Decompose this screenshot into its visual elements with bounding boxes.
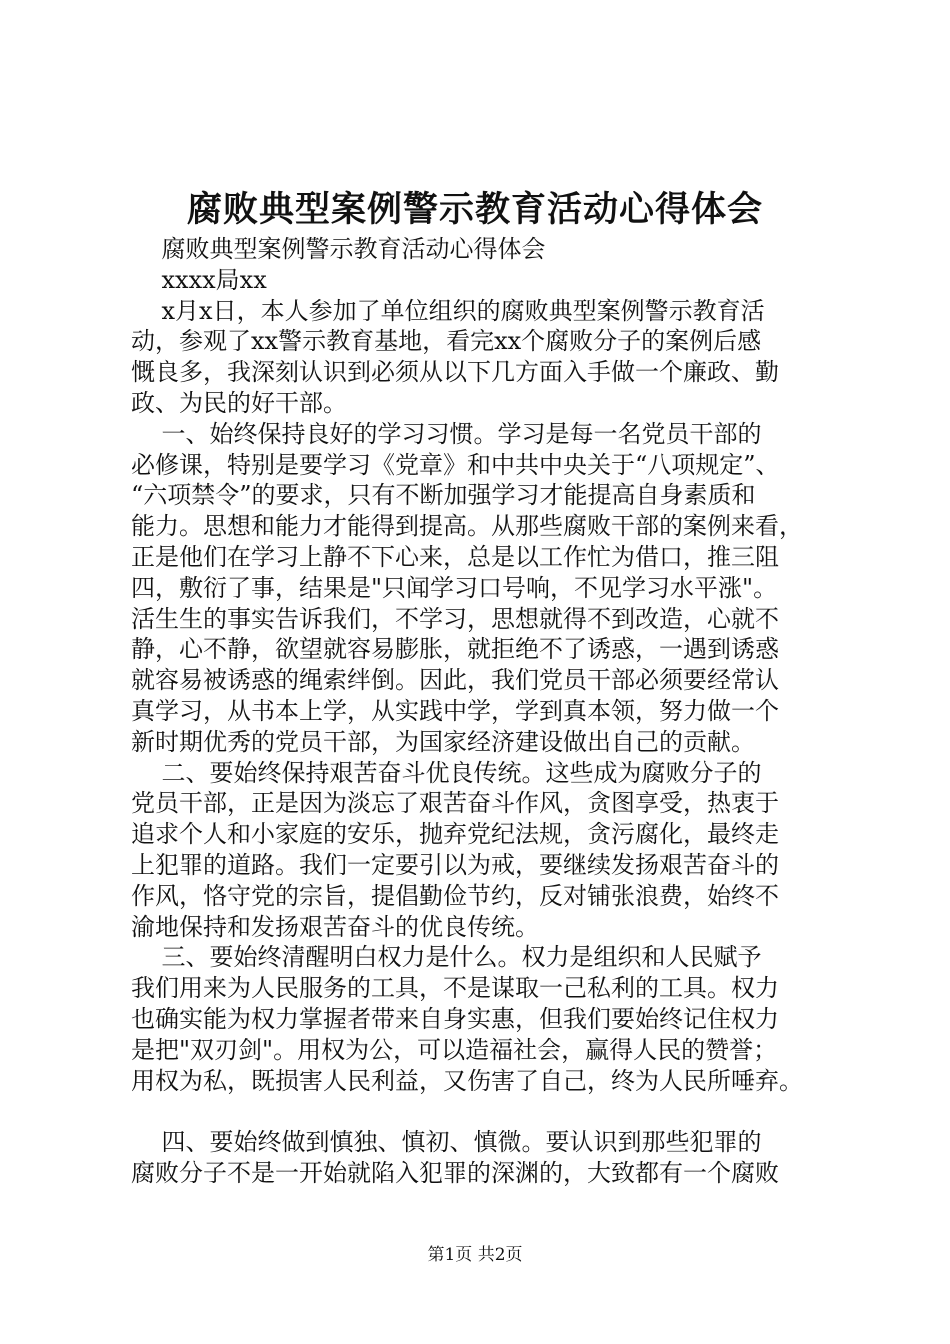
body-line: 慨良多，我深刻认识到必须从以下几方面入手做一个廉政、勤 (131, 358, 779, 387)
body-line: 用权为私，既损害人民利益，又伤害了自己，终为人民所唾弃。 (131, 1066, 803, 1095)
body-line: “六项禁令”的要求，只有不断加强学习才能提高自身素质和 (131, 481, 756, 510)
body-line: 三、要始终清醒明白权力是什么。权力是组织和人民赋予 (131, 943, 762, 972)
body-line: 就容易被诱惑的绳索绊倒。因此，我们党员干部必须要经常认 (131, 666, 779, 695)
body-line: 静，心不静，欲望就容易膨胀，就拒绝不了诱惑，一遇到诱惑 (131, 635, 779, 664)
body-line: 也确实能为权力掌握者带来自身实惠，但我们要始终记住权力 (131, 1004, 779, 1033)
body-line: 正是他们在学习上静不下心来，总是以工作忙为借口，推三阻 (131, 542, 779, 571)
body-line: 真学习，从书本上学，从实践中学，学到真本领，努力做一个 (131, 696, 779, 725)
body-line: 动，参观了xx警示教育基地，看完xx个腐败分子的案例后感 (131, 327, 762, 356)
body-line: 作风，恪守党的宗旨，提倡勤俭节约，反对铺张浪费，始终不 (131, 881, 779, 910)
body-line: 一、始终保持良好的学习习惯。学习是每一名党员干部的 (131, 419, 762, 448)
body-line: 腐败典型案例警示教育活动心得体会 (131, 235, 546, 263)
body-line: 追求个人和小家庭的安乐，抛弃党纪法规，贪污腐化，最终走 (131, 820, 779, 849)
body-line: 我们用来为人民服务的工具，不是谋取一己私利的工具。权力 (131, 974, 779, 1003)
body-line: 二、要始终保持艰苦奋斗优良传统。这些成为腐败分子的 (131, 758, 762, 787)
body-line: 党员干部，正是因为淡忘了艰苦奋斗作风，贪图享受，热衷于 (131, 789, 779, 818)
body-line: 是把"双刃剑"。用权为公，可以造福社会，赢得人民的赞誉； (131, 1035, 778, 1064)
body-line: 活生生的事实告诉我们，不学习，思想就得不到改造，心就不 (131, 604, 779, 633)
body-line: x月x日，本人参加了单位组织的腐败典型案例警示教育活 (131, 296, 765, 325)
body-line: 新时期优秀的党员干部，为国家经济建设做出自己的贡献。 (131, 727, 755, 756)
body-line: 能力。思想和能力才能得到提高。从那些腐败干部的案例来看， (131, 512, 803, 541)
document-title: 腐败典型案例警示教育活动心得体会 (186, 189, 763, 230)
page-number-footer: 第1页 共2页 (427, 1245, 523, 1265)
body-line: 四、要始终做到慎独、慎初、慎微。要认识到那些犯罪的 (131, 1128, 762, 1157)
body-line: xxxx局xx (131, 265, 267, 294)
body-line: 政、为民的好干部。 (131, 388, 347, 417)
body-line: 必修课，特别是要学习《党章》和中共中央关于“八项规定”、 (131, 450, 780, 479)
document-body (131, 234, 851, 1189)
body-line: 腐败分子不是一开始就陷入犯罪的深渊的，大致都有一个腐败 (131, 1158, 779, 1187)
body-line: 渝地保持和发扬艰苦奋斗的优良传统。 (131, 912, 539, 941)
body-line: 上犯罪的道路。我们一定要引以为戒，要继续发扬艰苦奋斗的 (131, 850, 779, 879)
blank-line (131, 1096, 851, 1127)
body-line: 四，敷衍了事，结果是"只闻学习口号响，不见学习水平涨"。 (131, 573, 778, 602)
